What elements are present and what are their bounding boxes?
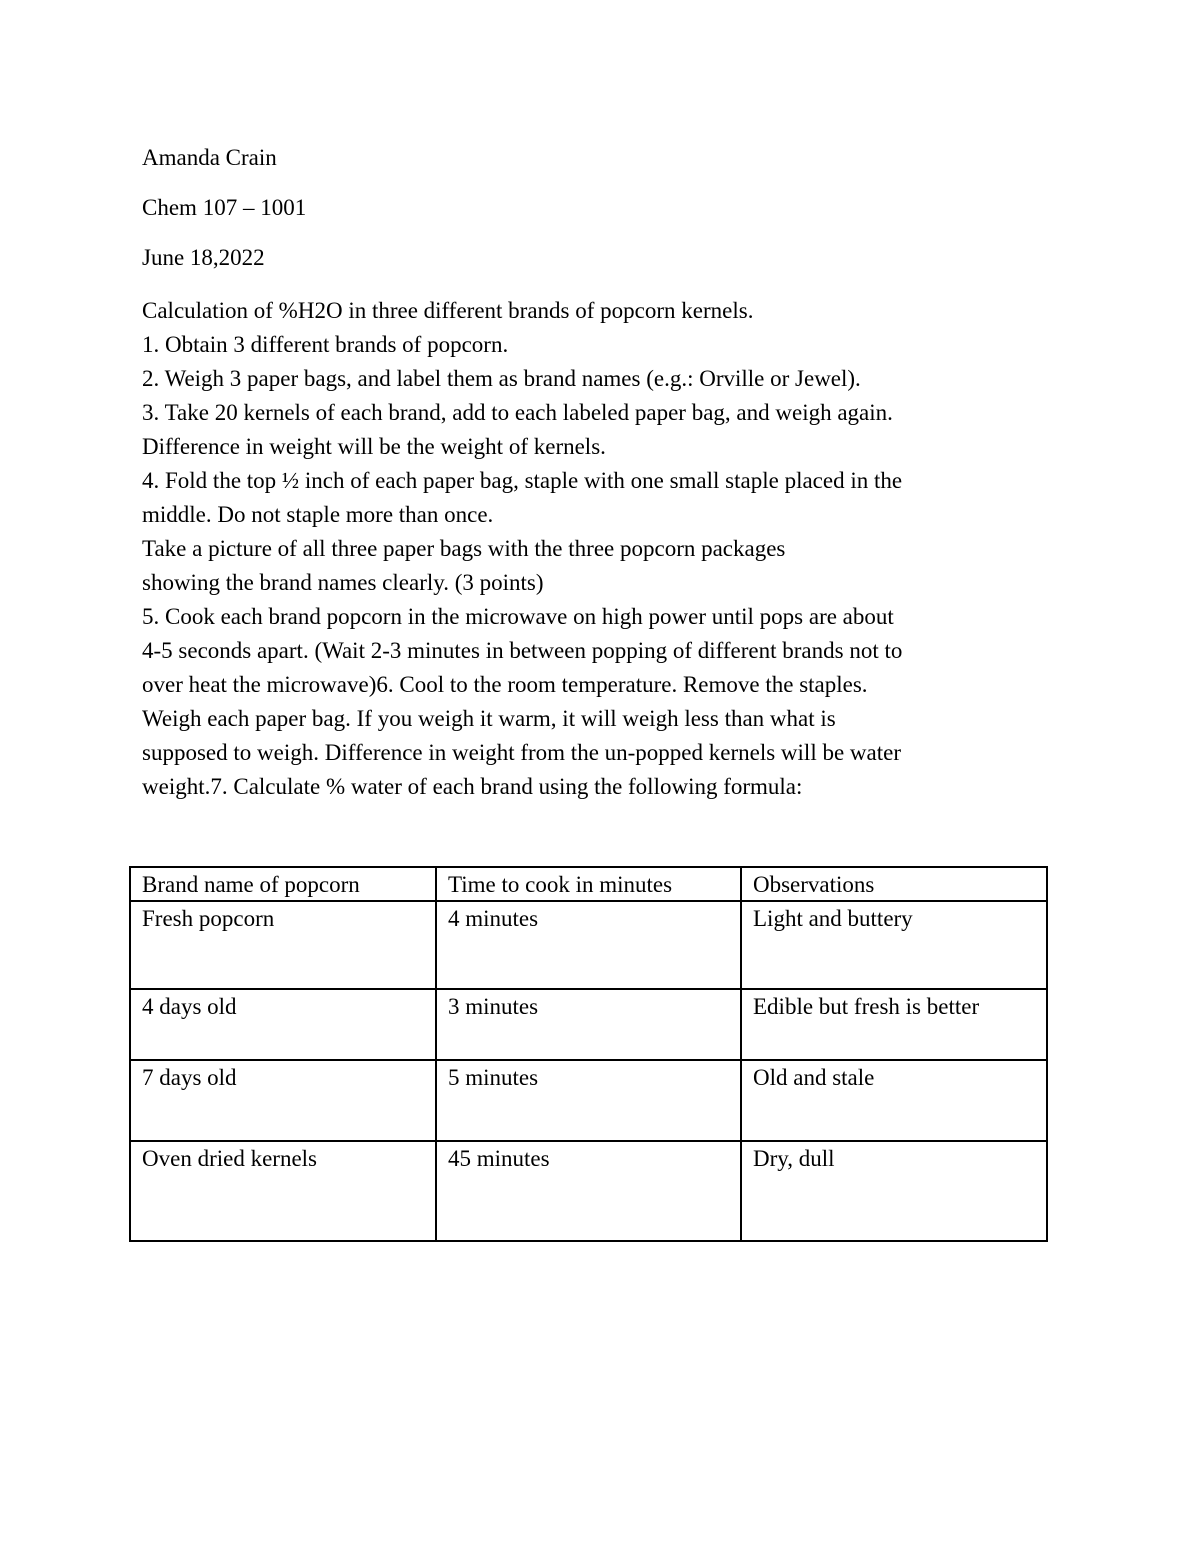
table-row	[130, 1141, 1047, 1241]
results-table	[129, 866, 1048, 1242]
cell-brand: Oven dried kernels	[130, 1141, 436, 1241]
procedure-line: 3. Take 20 kernels of each brand, add to each labeled paper bag, and weigh again.	[142, 400, 893, 425]
cell-time: 5 minutes	[436, 1060, 741, 1141]
procedure-line: 2. Weigh 3 paper bags, and label them as brand names (e.g.: Orville or Jewel).	[142, 366, 861, 391]
cell-time: 45 minutes	[436, 1141, 741, 1241]
procedure-line: middle. Do not staple more than once.	[142, 502, 494, 527]
table-header-row	[130, 867, 1047, 901]
procedure-line: showing the brand names clearly. (3 points)	[142, 570, 544, 595]
procedure-line: over heat the microwave)6. Cool to the room temperature. Remove the staples.	[142, 672, 868, 697]
cell-observation: Dry, dull	[741, 1141, 1047, 1241]
cell-observation: Light and buttery	[741, 901, 1047, 989]
procedure-line: weight.7. Calculate % water of each brand using the following formula:	[142, 774, 803, 799]
cell-time: 3 minutes	[436, 989, 741, 1060]
course-code: Chem 107 – 1001	[142, 195, 307, 220]
procedure-line: Weigh each paper bag. If you weigh it warm, it will weigh less than what is	[142, 706, 836, 731]
procedure-title: Calculation of %H2O in three different brands of popcorn kernels.	[142, 298, 754, 323]
procedure-line: Difference in weight will be the weight of kernels.	[142, 434, 606, 459]
author-name: Amanda Crain	[142, 145, 277, 170]
procedure-line: Take a picture of all three paper bags with the three popcorn packages	[142, 536, 786, 561]
procedure-line: supposed to weigh. Difference in weight from the un-popped kernels will be water	[142, 740, 901, 765]
cell-brand: Fresh popcorn	[130, 901, 436, 989]
procedure-line: 4. Fold the top ½ inch of each paper bag, staple with one small staple placed in the	[142, 468, 903, 493]
cell-brand: 4 days old	[130, 989, 436, 1060]
table-row	[130, 901, 1047, 989]
procedure-text	[142, 294, 1062, 804]
table-row	[130, 1060, 1047, 1141]
header-time: Time to cook in minutes	[436, 867, 741, 901]
table-row	[130, 989, 1047, 1060]
cell-time: 4 minutes	[436, 901, 741, 989]
cell-brand: 7 days old	[130, 1060, 436, 1141]
procedure-line: 4-5 seconds apart. (Wait 2-3 minutes in between popping of different brands not to	[142, 638, 903, 663]
header-observations: Observations	[741, 867, 1047, 901]
procedure-line: 5. Cook each brand popcorn in the microwave on high power until pops are about	[142, 604, 894, 629]
cell-observation: Old and stale	[741, 1060, 1047, 1141]
cell-observation: Edible but fresh is better	[741, 989, 1047, 1060]
procedure-line: 1. Obtain 3 different brands of popcorn.	[142, 332, 509, 357]
header-brand: Brand name of popcorn	[130, 867, 436, 901]
document-date: June 18,2022	[142, 245, 265, 270]
